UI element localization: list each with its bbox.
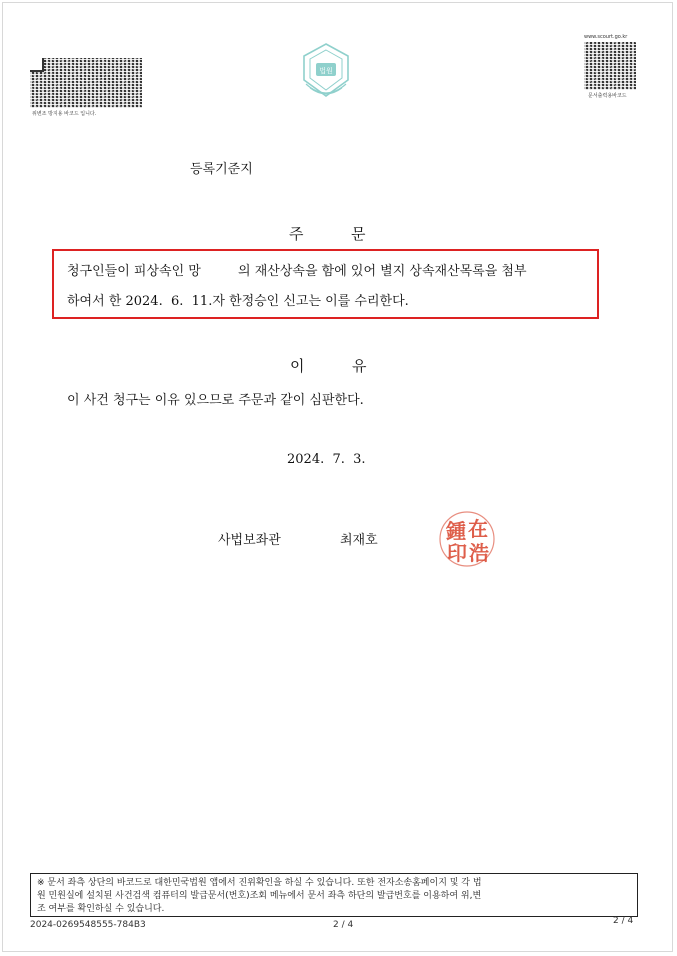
reason-heading-char-1: 이: [290, 357, 306, 375]
signer-name: 최재호: [340, 533, 378, 548]
order-line-2: 하여서 한 2024. 6. 11.자 한정승인 신고는 이를 수리한다.: [67, 294, 409, 309]
output-barcode: [584, 42, 636, 90]
notice-line-1: ※ 문서 좌측 상단의 바코드로 대한민국법원 앱에서 진위확인을 하실 수 있습니다. 또한 전자소송홈페이지 및 각 법: [37, 878, 482, 888]
notice-line-2: 원 민원실에 설치된 사건검색 컴퓨터의 발급문서(번호)조회 메뉴에서 문서 좌측 하단의 발급번호를 이용하여 위,변: [37, 891, 482, 901]
order-heading-char-2: 문: [351, 225, 367, 243]
verification-notice: [30, 873, 638, 917]
signer-title: 사법보좌관: [218, 533, 281, 548]
page-border: [2, 2, 673, 952]
seal-char-4: 浩: [469, 541, 489, 565]
reason-text: 이 사건 청구는 이유 있으므로 주문과 같이 심판한다.: [67, 393, 364, 408]
issue-number: 2024-0269548555-784B3: [30, 920, 146, 930]
notice-line-3: 조 여부를 확인하실 수 있습니다.: [37, 904, 165, 914]
order-line-1: 청구인들이 피상속인 망 의 재산상속을 함에 있어 별지 상속재산목록을 첨부: [67, 264, 527, 279]
barcode-corner-mark: [30, 58, 44, 72]
registration-note: 등록기준지: [190, 162, 253, 177]
reason-heading-char-2: 유: [352, 357, 368, 375]
order-heading-char-1: 주: [289, 225, 305, 243]
anti-forgery-barcode: [30, 58, 142, 108]
decision-date: 2024. 7. 3.: [287, 452, 366, 467]
page-number-right: 2 / 4: [613, 916, 634, 926]
barcode-left-caption: 위변조 방지용 바코드 입니다.: [32, 111, 97, 117]
official-seal-icon: [436, 508, 498, 570]
court-website-url: www.scourt.go.kr: [584, 34, 628, 40]
page-number-center: 2 / 4: [333, 920, 354, 930]
court-emblem-icon: [296, 40, 356, 100]
seal-char-2: 在: [468, 517, 488, 541]
seal-char-1: 鍾: [446, 519, 466, 543]
emblem-text: 법원: [319, 67, 333, 75]
seal-char-3: 印: [447, 541, 467, 565]
barcode-right-caption: 문서출력용바코드: [588, 93, 627, 99]
